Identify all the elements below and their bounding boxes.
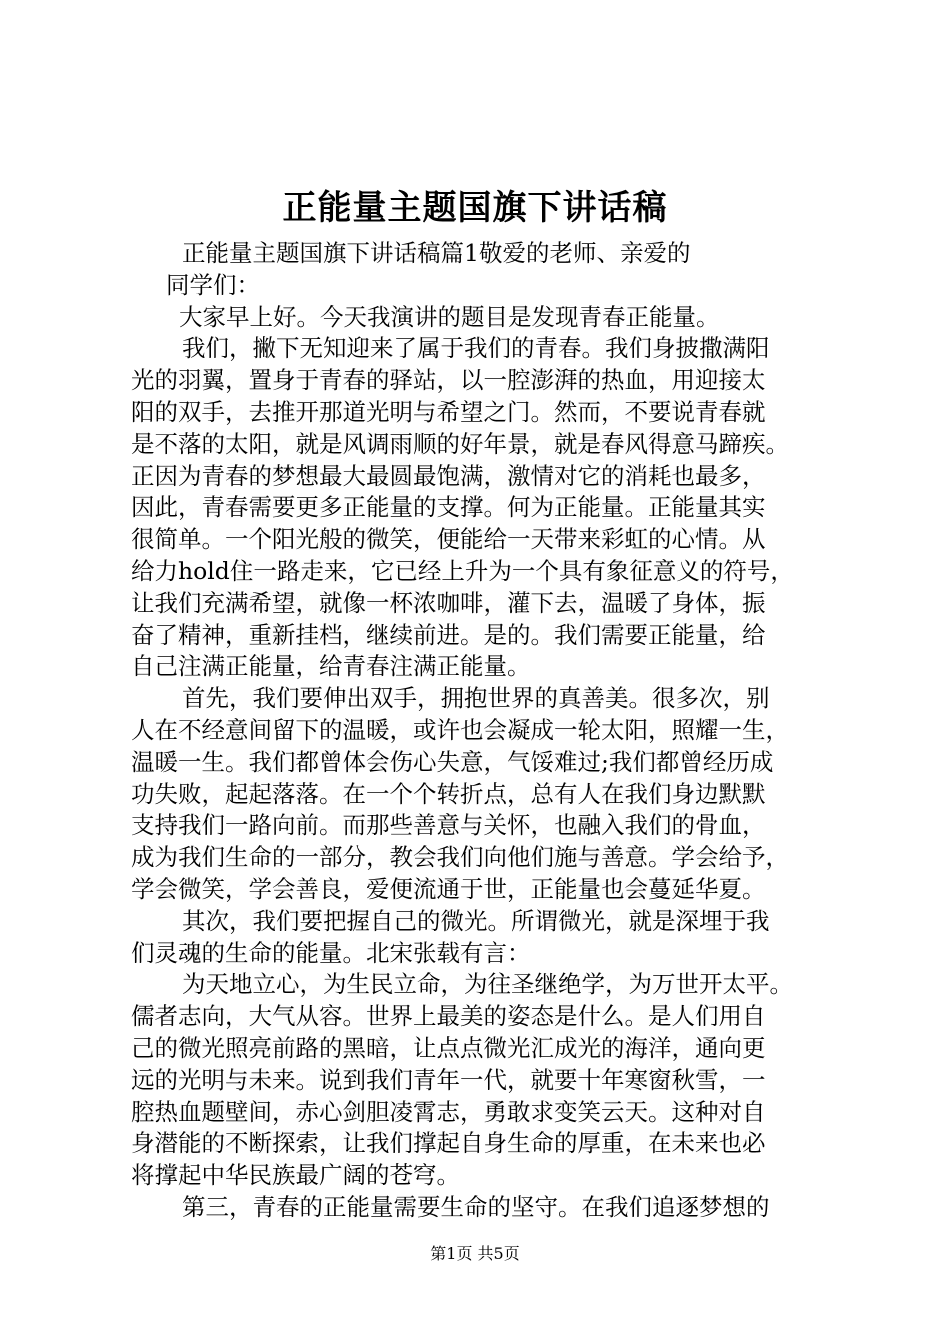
text-line: 自己注满正能量，给青春注满正能量。 [131, 652, 531, 681]
text-line: 儒者志向，大气从容。世界上最美的姿态是什么。是人们用自 [131, 1002, 766, 1031]
text-line: 很简单。一个阳光般的微笑，便能给一天带来彩虹的心情。从 [131, 525, 766, 554]
text-line: 功失败，起起落落。在一个个转折点，总有人在我们身边默默 [131, 779, 766, 808]
text-line: 因此，青春需要更多正能量的支撑。何为正能量。正能量其实 [131, 493, 766, 522]
text-line: 阳的双手，去推开那道光明与希望之门。然而，不要说青春就 [131, 397, 766, 426]
text-line: 正能量主题国旗下讲话稿篇1敬爱的老师、亲爱的 [182, 239, 691, 267]
text-line: 光的羽翼，置身于青春的驿站，以一腔澎湃的热血，用迎接太 [131, 366, 766, 395]
document-body [131, 238, 831, 1224]
text-line: 温暖一生。我们都曾体会伤心失意，气馁难过;我们都曾经历成 [131, 747, 774, 776]
text-line: 学会微笑，学会善良，爱便流通于世，正能量也会蔓延华夏。 [131, 874, 766, 903]
document-title: 正能量主题国旗下讲话稿 [282, 188, 668, 228]
text-line: 正因为青春的梦想最大最圆最饱满，激情对它的消耗也最多， [131, 461, 766, 490]
text-line: 奋了精神，重新挂档，继续前进。是的。我们需要正能量，给 [131, 620, 766, 649]
text-line: 为天地立心，为生民立命，为往圣继绝学，为万世开太平。 [182, 970, 793, 999]
text-line: 身潜能的不断探索，让我们撑起自身生命的厚重，在未来也必 [131, 1129, 766, 1158]
text-line: 腔热血题壁间，赤心剑胆凌霄志，勇敢求变笑云天。这种对自 [131, 1097, 766, 1126]
text-line: 我们，撇下无知迎来了属于我们的青春。我们身披撒满阳 [182, 334, 770, 363]
text-line: 给力hold住一路走来，它已经上升为一个具有象征意义的符号， [131, 556, 794, 585]
text-line: 大家早上好。今天我演讲的题目是发现青春正能量。 [179, 302, 720, 331]
text-line: 们灵魂的生命的能量。北宋张载有言： [131, 938, 531, 967]
text-line: 同学们： [166, 270, 260, 299]
text-line: 己的微光照亮前路的黑暗，让点点微光汇成光的海洋，通向更 [131, 1033, 766, 1062]
text-line: 支持我们一路向前。而那些善意与关怀，也融入我们的骨血， [131, 811, 766, 840]
text-line: 人在不经意间留下的温暖，或许也会凝成一轮太阳，照耀一生， [131, 715, 789, 744]
text-line: 是不落的太阳，就是风调雨顺的好年景，就是春风得意马蹄疾。 [131, 429, 789, 458]
text-line: 成为我们生命的一部分，教会我们向他们施与善意。学会给予， [131, 843, 789, 872]
text-line: 其次，我们要把握自己的微光。所谓微光，就是深埋于我 [182, 906, 770, 935]
text-line: 将撑起中华民族最广阔的苍穹。 [131, 1161, 460, 1190]
text-line: 远的光明与未来。说到我们青年一代，就要十年寒窗秋雪，一 [131, 1065, 766, 1094]
page-footer: 第1页 共5页 [430, 1244, 520, 1263]
text-line: 首先，我们要伸出双手，拥抱世界的真善美。很多次，别 [182, 684, 770, 713]
text-line: 让我们充满希望，就像一杯浓咖啡，灌下去，温暖了身体，振 [131, 588, 766, 617]
text-line: 第三，青春的正能量需要生命的坚守。在我们追逐梦想的 [182, 1192, 770, 1221]
